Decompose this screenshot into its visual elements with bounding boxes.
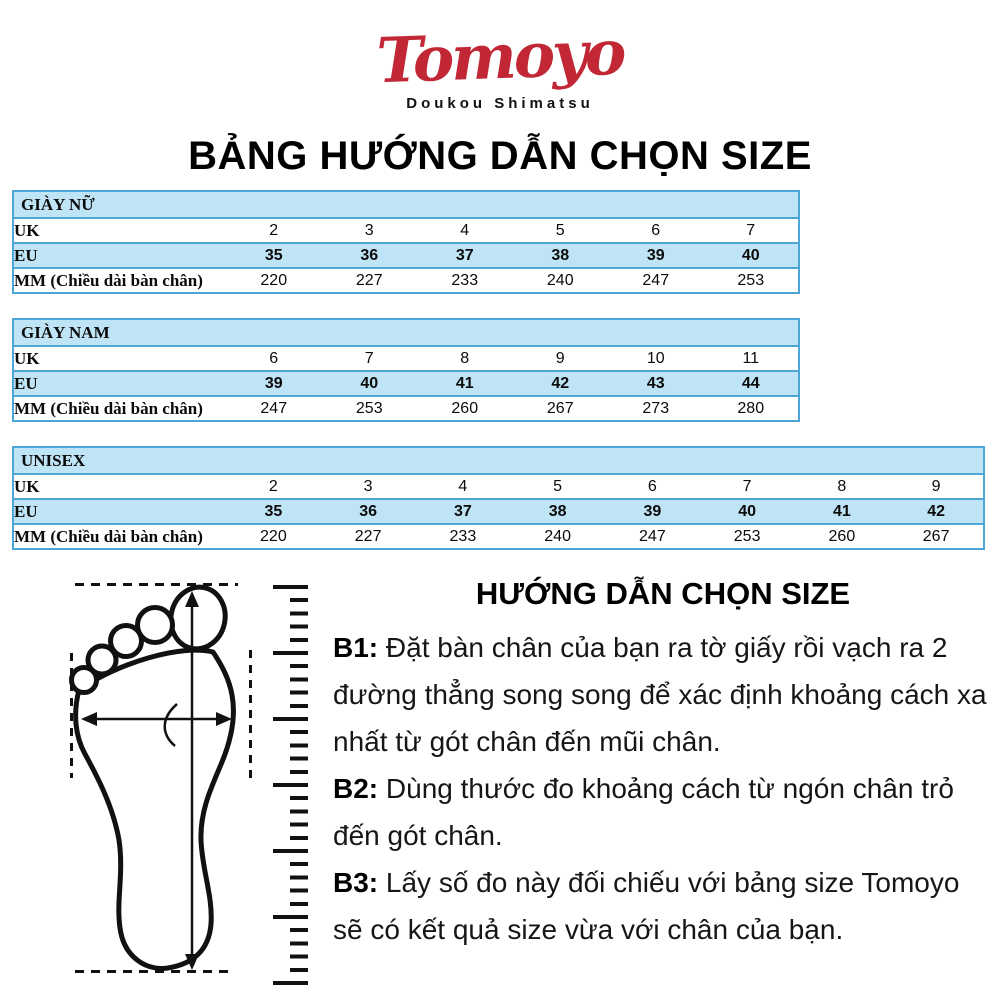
- row-label: UK: [13, 474, 226, 499]
- brand-logo: [0, 15, 1000, 112]
- table-row: [13, 499, 984, 524]
- size-value: 220: [226, 524, 321, 549]
- size-value: 39: [605, 499, 700, 524]
- row-label: UK: [13, 218, 226, 243]
- table-row: [13, 371, 799, 396]
- size-value: 6: [226, 346, 322, 371]
- guide-title: HƯỚNG DẪN CHỌN SIZE: [475, 576, 851, 611]
- size-value: 37: [417, 243, 513, 268]
- foot-outline-icon: [55, 578, 255, 978]
- size-value: 43: [608, 371, 704, 396]
- table-row: [13, 524, 984, 549]
- size-value: 38: [513, 243, 609, 268]
- step-label: B3:: [333, 867, 379, 898]
- row-label: EU: [13, 371, 226, 396]
- size-value: 42: [889, 499, 984, 524]
- guide-steps: [333, 624, 993, 953]
- table-row: [13, 346, 799, 371]
- size-value: 253: [700, 524, 795, 549]
- size-value: 10: [608, 346, 704, 371]
- ruler-minor-ticks: [290, 585, 308, 985]
- row-label: MM (Chiều dài bàn chân): [13, 268, 226, 293]
- foot-measurement-diagram: [0, 570, 340, 1000]
- size-value: 4: [416, 474, 511, 499]
- size-value: 247: [605, 524, 700, 549]
- size-value: 5: [510, 474, 605, 499]
- table-title: GIÀY NAM: [13, 319, 799, 346]
- size-value: 35: [226, 499, 321, 524]
- size-value: 247: [226, 396, 322, 421]
- size-value: 6: [608, 218, 704, 243]
- size-value: 36: [321, 499, 416, 524]
- size-value: 7: [700, 474, 795, 499]
- size-value: 40: [704, 243, 800, 268]
- size-value: 36: [322, 243, 418, 268]
- size-value: 227: [321, 524, 416, 549]
- size-value: 253: [704, 268, 800, 293]
- size-value: 247: [608, 268, 704, 293]
- row-label: UK: [13, 346, 226, 371]
- brand-logo-subtext: Doukou Shimatsu: [406, 95, 594, 112]
- size-value: 233: [417, 268, 513, 293]
- table-row: [13, 268, 799, 293]
- size-value: 260: [417, 396, 513, 421]
- row-label: MM (Chiều dài bàn chân): [13, 396, 226, 421]
- size-value: 9: [889, 474, 984, 499]
- size-value: 37: [416, 499, 511, 524]
- size-value: 220: [226, 268, 322, 293]
- size-value: 39: [226, 371, 322, 396]
- size-value: 273: [608, 396, 704, 421]
- size-value: 2: [226, 474, 321, 499]
- size-value: 40: [700, 499, 795, 524]
- size-value: 4: [417, 218, 513, 243]
- size-value: 280: [704, 396, 800, 421]
- size-value: 9: [513, 346, 609, 371]
- size-table: [12, 318, 800, 422]
- size-value: 3: [321, 474, 416, 499]
- size-value: 267: [513, 396, 609, 421]
- size-table: [12, 190, 800, 294]
- size-value: 3: [322, 218, 418, 243]
- size-value: 35: [226, 243, 322, 268]
- guide-step: B2: Dùng thước đo khoảng cách từ ngón chân trỏ đến gót chân.: [333, 773, 954, 851]
- size-value: 8: [795, 474, 890, 499]
- size-value: 6: [605, 474, 700, 499]
- table-title: GIÀY NỮ: [13, 191, 799, 218]
- size-table: [12, 446, 985, 550]
- size-value: 40: [322, 371, 418, 396]
- size-value: 38: [510, 499, 605, 524]
- size-value: 39: [608, 243, 704, 268]
- table-row: [13, 474, 984, 499]
- guide-step: B3: Lấy số đo này đối chiếu với bảng size Tomoyo sẽ có kết quả size vừa với chân của bạn.: [333, 867, 960, 945]
- size-value: 7: [322, 346, 418, 371]
- size-value: 41: [417, 371, 513, 396]
- row-label: MM (Chiều dài bàn chân): [13, 524, 226, 549]
- size-value: 11: [704, 346, 800, 371]
- size-value: 44: [704, 371, 800, 396]
- guide-step: B1: Đặt bàn chân của bạn ra tờ giấy rồi vạch ra 2 đường thẳng song song để xác định khoảng cách xa nhất từ gót chân đến mũi chân.: [333, 632, 987, 757]
- table-row: [13, 243, 799, 268]
- size-value: 42: [513, 371, 609, 396]
- brand-logo-script: Tomoyo: [375, 15, 625, 98]
- size-value: 240: [510, 524, 605, 549]
- table-title: UNISEX: [13, 447, 984, 474]
- size-value: 227: [322, 268, 418, 293]
- step-label: B1:: [333, 632, 379, 663]
- size-value: 8: [417, 346, 513, 371]
- row-label: EU: [13, 499, 226, 524]
- row-label: EU: [13, 243, 226, 268]
- size-value: 267: [889, 524, 984, 549]
- size-tables: [12, 190, 985, 574]
- size-value: 233: [416, 524, 511, 549]
- size-value: 41: [795, 499, 890, 524]
- size-value: 7: [704, 218, 800, 243]
- size-value: 240: [513, 268, 609, 293]
- size-value: 2: [226, 218, 322, 243]
- table-row: [13, 396, 799, 421]
- size-value: 253: [322, 396, 418, 421]
- size-value: 5: [513, 218, 609, 243]
- page-title: BẢNG HƯỚNG DẪN CHỌN SIZE: [188, 134, 812, 178]
- size-value: 260: [795, 524, 890, 549]
- guide-section: [333, 576, 993, 953]
- table-row: [13, 218, 799, 243]
- step-label: B2:: [333, 773, 379, 804]
